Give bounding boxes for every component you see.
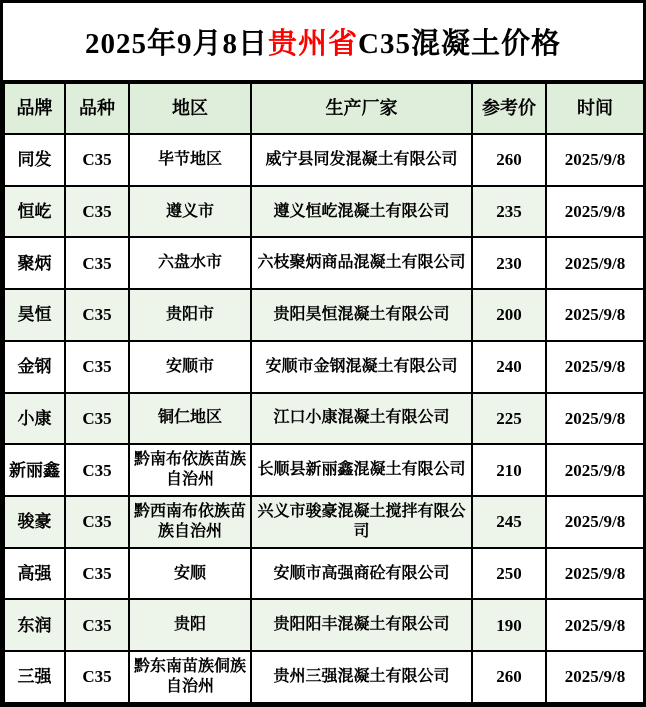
manufacturer-cell: 贵州三强混凝土有限公司 xyxy=(251,651,472,703)
price-cell: 225 xyxy=(472,393,546,445)
manufacturer-cell: 兴义市骏豪混凝土搅拌有限公司 xyxy=(251,496,472,548)
date-cell: 2025/9/8 xyxy=(546,393,644,445)
table-row xyxy=(4,134,644,186)
page-title xyxy=(3,3,643,82)
region-cell: 遵义市 xyxy=(129,186,251,238)
brand-cell: 东润 xyxy=(4,599,65,651)
date-cell: 2025/9/8 xyxy=(546,134,644,186)
table-row xyxy=(4,548,644,600)
title-product-segment: C35混凝土价格 xyxy=(358,28,561,60)
column-header-manufacturer: 生产厂家 xyxy=(251,83,472,134)
grade-cell: C35 xyxy=(65,444,129,496)
column-header-grade: 品种 xyxy=(65,83,129,134)
region-cell: 黔东南苗族侗族自治州 xyxy=(129,651,251,703)
manufacturer-cell: 遵义恒屹混凝土有限公司 xyxy=(251,186,472,238)
region-cell: 黔西南布依族苗族自治州 xyxy=(129,496,251,548)
manufacturer-cell: 长顺县新丽鑫混凝土有限公司 xyxy=(251,444,472,496)
table-row xyxy=(4,599,644,651)
region-cell: 铜仁地区 xyxy=(129,393,251,445)
table-row xyxy=(4,496,644,548)
brand-cell: 金钢 xyxy=(4,341,65,393)
header-row xyxy=(4,83,644,134)
price-cell: 230 xyxy=(472,237,546,289)
column-header-brand: 品牌 xyxy=(4,83,65,134)
region-cell: 贵阳市 xyxy=(129,289,251,341)
table-row xyxy=(4,444,644,496)
date-cell: 2025/9/8 xyxy=(546,496,644,548)
brand-cell: 小康 xyxy=(4,393,65,445)
grade-cell: C35 xyxy=(65,134,129,186)
grade-cell: C35 xyxy=(65,599,129,651)
region-cell: 安顺 xyxy=(129,548,251,600)
manufacturer-cell: 威宁县同发混凝土有限公司 xyxy=(251,134,472,186)
date-cell: 2025/9/8 xyxy=(546,289,644,341)
region-cell: 六盘水市 xyxy=(129,237,251,289)
table-row xyxy=(4,186,644,238)
grade-cell: C35 xyxy=(65,237,129,289)
manufacturer-cell: 安顺市金钢混凝土有限公司 xyxy=(251,341,472,393)
grade-cell: C35 xyxy=(65,496,129,548)
price-cell: 190 xyxy=(472,599,546,651)
region-cell: 黔南布依族苗族自治州 xyxy=(129,444,251,496)
brand-cell: 新丽鑫 xyxy=(4,444,65,496)
region-cell: 贵阳 xyxy=(129,599,251,651)
date-cell: 2025/9/8 xyxy=(546,444,644,496)
grade-cell: C35 xyxy=(65,393,129,445)
grade-cell: C35 xyxy=(65,651,129,703)
column-header-region: 地区 xyxy=(129,83,251,134)
price-cell: 245 xyxy=(472,496,546,548)
region-cell: 毕节地区 xyxy=(129,134,251,186)
date-cell: 2025/9/8 xyxy=(546,341,644,393)
table-row xyxy=(4,341,644,393)
manufacturer-cell: 六枝聚炳商品混凝土有限公司 xyxy=(251,237,472,289)
manufacturer-cell: 贵阳昊恒混凝土有限公司 xyxy=(251,289,472,341)
column-header-date: 时间 xyxy=(546,83,644,134)
grade-cell: C35 xyxy=(65,341,129,393)
table-row xyxy=(4,651,644,703)
title-province-segment: 贵州省 xyxy=(268,28,359,60)
price-cell: 260 xyxy=(472,651,546,703)
date-cell: 2025/9/8 xyxy=(546,548,644,600)
manufacturer-cell: 江口小康混凝土有限公司 xyxy=(251,393,472,445)
price-cell: 240 xyxy=(472,341,546,393)
table-row xyxy=(4,237,644,289)
brand-cell: 聚炳 xyxy=(4,237,65,289)
grade-cell: C35 xyxy=(65,289,129,341)
date-cell: 2025/9/8 xyxy=(546,651,644,703)
date-cell: 2025/9/8 xyxy=(546,186,644,238)
price-cell: 210 xyxy=(472,444,546,496)
grade-cell: C35 xyxy=(65,548,129,600)
manufacturer-cell: 安顺市高强商砼有限公司 xyxy=(251,548,472,600)
date-cell: 2025/9/8 xyxy=(546,599,644,651)
title-date-segment: 2025年9月8日 xyxy=(85,28,269,60)
price-cell: 260 xyxy=(472,134,546,186)
brand-cell: 昊恒 xyxy=(4,289,65,341)
brand-cell: 高强 xyxy=(4,548,65,600)
table-row xyxy=(4,393,644,445)
table-row xyxy=(4,289,644,341)
grade-cell: C35 xyxy=(65,186,129,238)
brand-cell: 同发 xyxy=(4,134,65,186)
price-cell: 235 xyxy=(472,186,546,238)
manufacturer-cell: 贵阳阳丰混凝土有限公司 xyxy=(251,599,472,651)
date-cell: 2025/9/8 xyxy=(546,237,644,289)
price-table xyxy=(3,82,645,704)
brand-cell: 骏豪 xyxy=(4,496,65,548)
column-header-price: 参考价 xyxy=(472,83,546,134)
region-cell: 安顺市 xyxy=(129,341,251,393)
brand-cell: 三强 xyxy=(4,651,65,703)
price-cell: 200 xyxy=(472,289,546,341)
price-cell: 250 xyxy=(472,548,546,600)
brand-cell: 恒屹 xyxy=(4,186,65,238)
